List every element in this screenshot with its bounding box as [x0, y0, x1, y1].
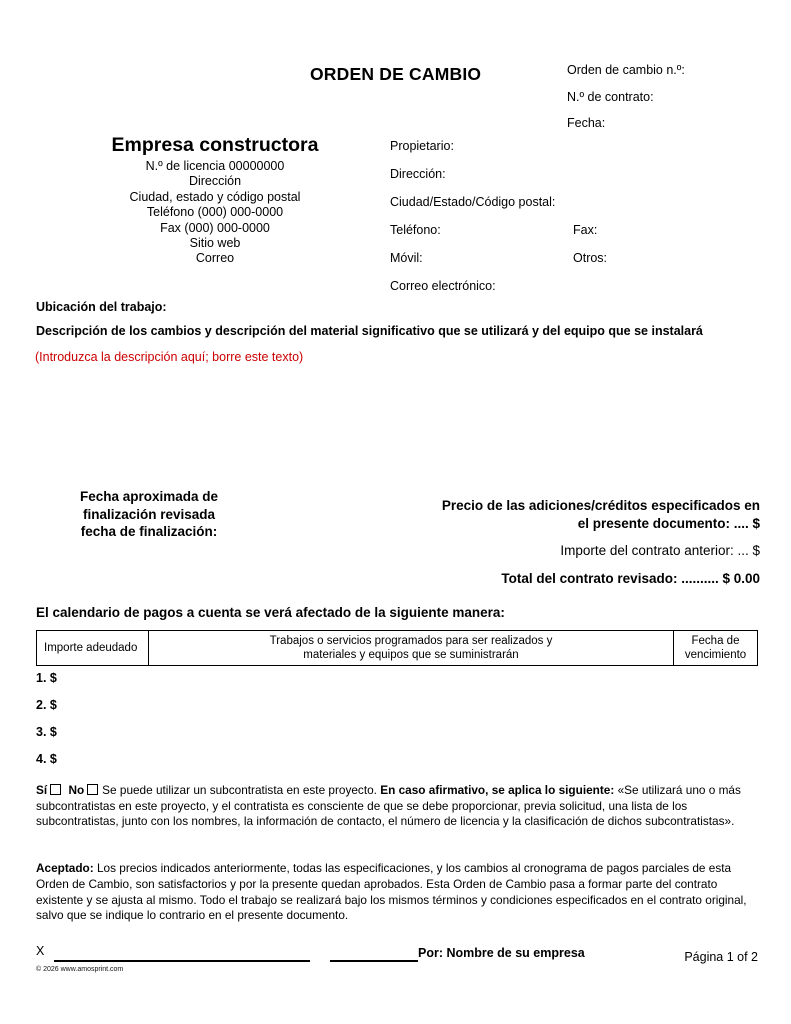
- page-title: ORDEN DE CAMBIO: [310, 64, 482, 84]
- field-owner-phone-label: Teléfono:: [390, 223, 441, 237]
- field-owner-mobile[interactable]: [390, 251, 780, 279]
- field-owner-mobile-label: Móvil:: [390, 251, 423, 265]
- work-section: [36, 300, 766, 339]
- column-header-work-line-2: materiales y equipos que se suministrarán: [303, 649, 519, 661]
- signature-by-label: Por: Nombre de su empresa: [418, 946, 585, 960]
- price-previous-contract: Importe del contrato anterior: ... $: [560, 543, 760, 558]
- field-change-order-number[interactable]: Orden de cambio n.º:: [567, 63, 685, 77]
- field-owner[interactable]: [390, 139, 780, 167]
- copyright-notice: © 2026 www.amosprint.com: [36, 966, 124, 973]
- field-owner-phone[interactable]: [390, 223, 780, 251]
- field-owner-label: Propietario:: [390, 139, 454, 153]
- owner-field-list: [390, 139, 780, 307]
- price-additions-line-1: Precio de las adiciones/créditos especificados en: [441, 498, 760, 513]
- accepted-paragraph: [36, 861, 758, 924]
- completion-line-3: fecha de finalización:: [80, 524, 218, 539]
- company-website: Sitio web: [189, 236, 241, 251]
- column-header-work-line-1: Trabajos o servicios programados para ser realizados y: [269, 635, 553, 647]
- completion-date-block: [44, 488, 254, 541]
- field-owner-address-label: Dirección:: [390, 167, 446, 181]
- checkbox-yes[interactable]: [50, 784, 61, 795]
- subcontractor-paragraph: [36, 783, 758, 830]
- price-block: [300, 497, 760, 587]
- schedule-row-list: [36, 668, 57, 776]
- field-contract-number[interactable]: N.º de contrato:: [567, 89, 654, 104]
- company-license: N.º de licencia 00000000: [145, 159, 285, 173]
- price-revised-total: Total del contrato revisado: .......... $ 0.00: [501, 570, 760, 586]
- field-owner-fax-label[interactable]: Fax:: [573, 223, 598, 237]
- accepted-body-text: Los precios indicados anteriormente, todas las especificaciones, y los cambios al cronograma de pagos parciales de esta Orden de Cambio, son satisfactorios y por la presente quedan aprobados. Esta Orden de Cambio pasa a formar parte del contrato existente y se ajusta al mismo. Todo el trabajo se realizará bajo los mismos términos y condiciones especificados en el contrato original, salvo que se indique lo contrario en el presente documento.: [36, 861, 747, 923]
- accepted-label: Aceptado:: [36, 861, 94, 875]
- list-item[interactable]: 3. $: [36, 725, 57, 739]
- signature-x-mark: X: [36, 944, 45, 958]
- subcontractor-yes-label: Sí: [36, 783, 48, 797]
- completion-line-2: finalización revisada: [82, 506, 216, 522]
- work-description-placeholder[interactable]: (Introduzca la descripción aquí; borre este texto): [35, 350, 304, 364]
- document-header: [0, 58, 791, 138]
- field-owner-other-label[interactable]: Otros:: [573, 251, 608, 265]
- payment-schedule-table: [36, 630, 758, 666]
- subcontractor-body-text: «Se utilizará uno o más subcontratistas en este proyecto, y el contratista es consciente de que se debe proporcionar, previa solicitud, una lista de los subcontratistas, junto con los nombres, la información de contacto, el número de licencia y la clasificación de dichos subcontratistas».: [36, 783, 741, 828]
- header-field-list: [567, 63, 685, 143]
- company-block: [90, 133, 340, 267]
- company-city-state-zip: Ciudad, estado y código postal: [129, 189, 301, 204]
- work-location-label: Ubicación del trabajo:: [36, 300, 167, 314]
- field-owner-city-state-zip-label: Ciudad/Estado/Código postal:: [390, 195, 556, 209]
- subcontractor-no-label: No: [68, 783, 85, 797]
- list-item[interactable]: 1. $: [36, 671, 57, 685]
- schedule-title: El calendario de pagos a cuenta se verá afectado de la siguiente manera:: [36, 605, 505, 620]
- company-phone: Teléfono (000) 000-0000: [146, 205, 284, 220]
- field-owner-city-state-zip[interactable]: [390, 195, 780, 223]
- completion-line-1: Fecha aproximada de: [79, 489, 219, 504]
- list-item[interactable]: 4. $: [36, 752, 57, 766]
- checkbox-no[interactable]: [87, 784, 98, 795]
- subcontractor-intro-text: Se puede utilizar un subcontratista en este proyecto.: [102, 783, 381, 797]
- column-header-due-date: [674, 631, 758, 666]
- column-header-amount: Importe adeudado: [37, 631, 149, 666]
- company-address: Dirección: [188, 174, 242, 189]
- field-owner-address[interactable]: [390, 167, 780, 195]
- page-number: Página 1 of 2: [684, 950, 758, 964]
- company-email: Correo: [195, 251, 235, 266]
- list-item[interactable]: 2. $: [36, 698, 57, 712]
- field-owner-email-label: Correo electrónico:: [390, 279, 496, 293]
- field-date[interactable]: Fecha:: [567, 116, 606, 130]
- column-header-due-line-1: Fecha de: [691, 635, 740, 647]
- price-additions-line-2: el presente documento: .... $: [577, 515, 760, 531]
- table-header-row: [37, 631, 758, 666]
- column-header-due-line-2: vencimiento: [684, 649, 747, 661]
- company-fax: Fax (000) 000-0000: [160, 220, 270, 235]
- work-description-label: Descripción de los cambios y descripción del material significativo que se utilizará y del equipo que se instalará: [36, 324, 703, 338]
- subcontractor-bold-clause: En caso afirmativo, se aplica lo siguiente:: [380, 783, 615, 797]
- column-header-work: [149, 631, 674, 666]
- company-name: Empresa constructora: [111, 134, 319, 156]
- price-additions-row: [300, 497, 760, 532]
